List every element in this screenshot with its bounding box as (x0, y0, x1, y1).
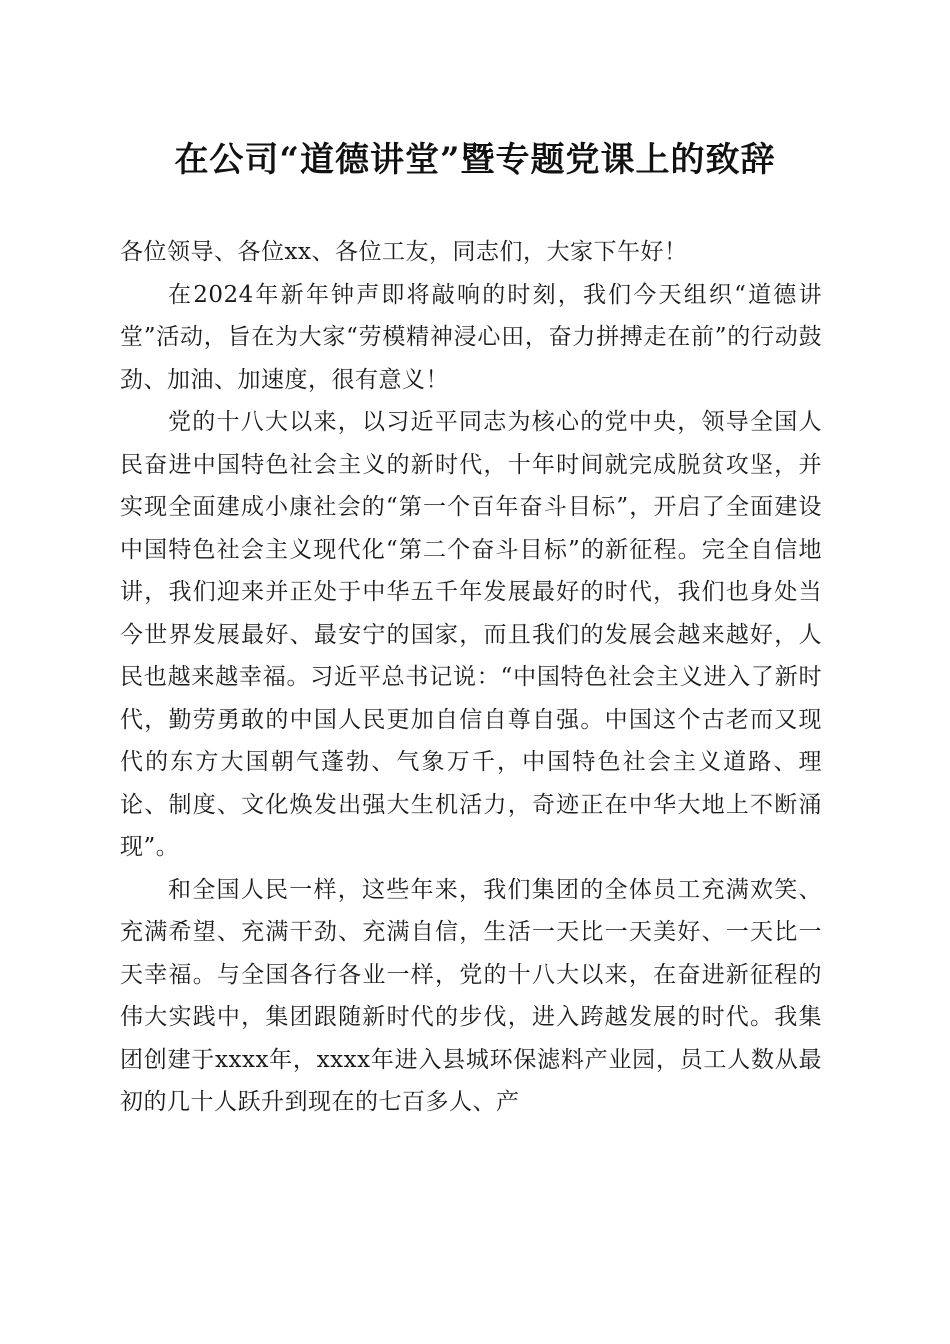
document-title: 在公司“道德讲堂”暨专题党课上的致辞 (174, 140, 776, 180)
body-paragraph: 党的十八大以来，以习近平同志为核心的党中央，领导全国人民奋进中国特色社会主义的新时代，十年时间就完成脱贫攻坚，并实现全面建成小康社会的“第一个百年奋斗目标”，开启了全面建设中国特色社会主义现代化“第二个奋斗目标”的新征程。完全自信地讲，我们迎来并正处于中华五千年发展最好的时代，我们也身处当今世界发展最好、最安宁的国家，而且我们的发展会越来越好，人民也越来越幸福。习近平总书记说：“中国特色社会主义进入了新时代，勤劳勇敢的中国人民更加自信自尊自强。中国这个古老而又现代的东方大国朝气蓬勃、气象万千，中国特色社会主义道路、理论、制度、文化焕发出强大生机活力，奇迹正在中华大地上不断涌现”。 (120, 409, 822, 860)
body-paragraph: 在2024年新年钟声即将敲响的时刻，我们今天组织“道德讲堂”活动，旨在为大家“劳模精神浸心田，奋力拼搏走在前”的行动鼓劲、加油、加速度，很有意义！ (120, 281, 822, 393)
greeting-paragraph: 各位领导、各位xx、各位工友，同志们，大家下午好！ (120, 239, 688, 265)
document-body (120, 231, 822, 1124)
body-paragraph: 和全国人民一样，这些年来，我们集团的全体员工充满欢笑、充满希望、充满干劲、充满自信，生活一天比一天美好、一天比一天幸福。与全国各行各业一样，党的十八大以来，在奋进新征程的伟大实践中，集团跟随新时代的步伐，进入跨越发展的时代。我集团创建于xxxx年，xxxx年进入县城环保滤料产业园，员工人数从最初的几十人跃升到现在的七百多人、产 (120, 876, 822, 1115)
